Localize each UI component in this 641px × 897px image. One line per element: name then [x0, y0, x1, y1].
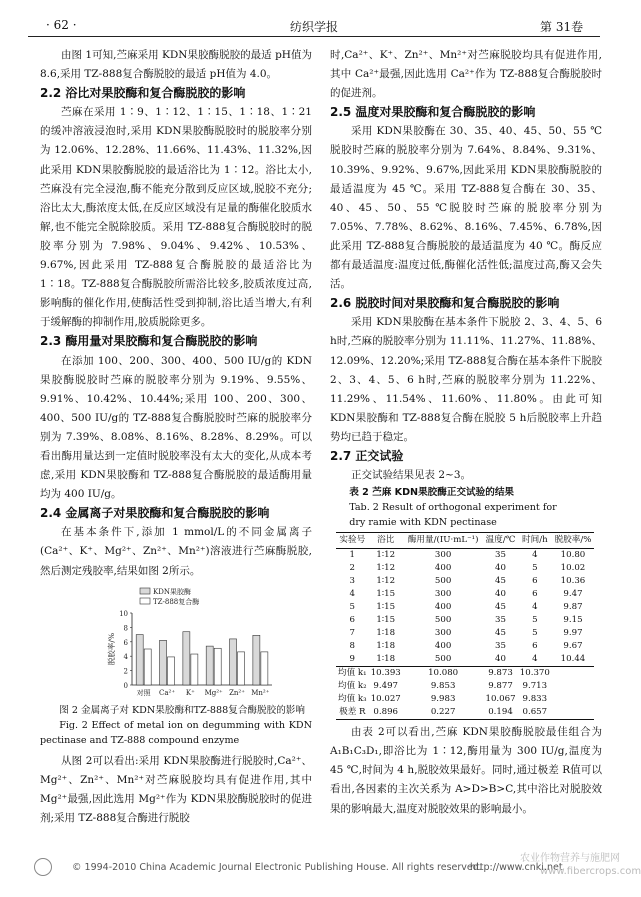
- table-cell: 300: [434, 550, 452, 561]
- table-cell: 9.497: [373, 681, 399, 692]
- table-cell: 400: [434, 602, 452, 613]
- x-tick-label: Ca²⁺: [158, 688, 176, 697]
- table-cell: 5: [532, 563, 538, 574]
- table-cell: 9: [349, 654, 356, 665]
- x-tick-label: Mg²⁺: [204, 688, 223, 697]
- table-cell: 35: [495, 641, 506, 652]
- table-cell: 1∶12: [376, 576, 396, 587]
- bar-tz888-3: [214, 648, 221, 685]
- table-2: [336, 532, 594, 720]
- legend-label: KDN果胶酶: [153, 587, 191, 596]
- table-2-caption-cn: 表 2 苎麻 KDN果胶酶正交试验的结果: [349, 487, 515, 499]
- y-tick-label: 8: [123, 624, 128, 633]
- table-cell: 1∶12: [376, 550, 396, 561]
- table-cell: 500: [434, 654, 452, 665]
- y-axis-label: 脱胶率/%: [107, 632, 116, 665]
- table-cell: 6: [349, 615, 356, 626]
- table-cell: 4: [349, 589, 356, 600]
- table-cell: 6: [532, 641, 538, 652]
- table-header-cell: 酶用量/(IU·mL⁻¹): [403, 533, 484, 549]
- table-cell: 2: [349, 563, 356, 574]
- bar-kdn-3: [206, 646, 213, 685]
- table-cell: 6: [532, 576, 538, 587]
- y-tick-label: 10: [119, 609, 128, 618]
- table-cell: 9.47: [563, 589, 583, 600]
- table-cell: 0.194: [483, 706, 517, 720]
- table-cell: [552, 667, 594, 681]
- bar-kdn-1: [160, 640, 167, 685]
- table-cell: 极差 R: [336, 706, 369, 720]
- table-cell: 1∶15: [376, 602, 396, 613]
- table-cell: 4: [532, 550, 538, 561]
- legend-swatch: [140, 588, 150, 594]
- table-row: [336, 627, 594, 640]
- table-cell: 1∶15: [376, 615, 396, 626]
- bar-tz888-1: [168, 657, 175, 685]
- table-header-cell: 脱胶率/%: [552, 533, 594, 549]
- table-cell: 300: [434, 589, 452, 600]
- watermark: [520, 852, 641, 878]
- publisher-seal: [34, 858, 52, 876]
- table-cell: 0.227: [403, 706, 484, 720]
- table-cell: 9.873: [483, 667, 517, 681]
- section-2-4-heading: 2.4 金属离子对果胶酶和复合酶脱胶的影响: [40, 506, 270, 521]
- table-cell: 均值 k₂: [338, 681, 367, 692]
- table-cell: 9.713: [522, 681, 548, 692]
- section-2-3-heading: 2.3 酶用量对果胶酶和复合酶脱胶的影响: [40, 334, 258, 349]
- header-rule: [28, 36, 600, 37]
- table-cell: 均值 k₁: [338, 668, 367, 679]
- table-row: [336, 549, 594, 563]
- table-stat-row: [336, 706, 594, 720]
- watermark-line-1: 农业作物营养与施肥网: [520, 853, 620, 864]
- table-header-row: [336, 533, 594, 549]
- table-cell: 3: [349, 576, 356, 587]
- table-cell: 10.067: [485, 694, 516, 705]
- table-cell: 500: [434, 576, 452, 587]
- table-stat-row: [336, 680, 594, 693]
- table-cell: 10.393: [369, 667, 403, 681]
- copyright-notice: © 1994-2010 China Academic Journal Electronic Publishing House. All rights reserved.: [72, 862, 482, 873]
- table-cell: 1∶12: [376, 563, 396, 574]
- table-cell: 35: [495, 550, 506, 561]
- table-cell: 0.657: [518, 706, 552, 720]
- paragraph-degumming-time: 采用 KDN果胶酶在基本条件下脱胶 2、3、4、5、6 h时,苎麻的脱胶率分别为 11.11%、11.27%、11.88%、12.09%、12.20%;采用 TZ-888复合酶在基本条件下脱胶 2、3、4、5、6 h时,苎麻的脱胶率分别为 11.22%、11.29%、11.54%、11.60%、11.80%。由此可知 KDN果胶酶和 TZ-888复合酶在脱胶 5 h后脱胶率上升趋势均已趋于稳定。: [330, 316, 602, 443]
- table-cell: 9.983: [430, 694, 456, 705]
- table-cell: 10.027: [370, 694, 401, 705]
- table-cell: 5: [349, 602, 356, 613]
- table-cell: 10.080: [403, 667, 484, 681]
- bar-kdn-0: [136, 634, 143, 684]
- table-2-caption-en-2: dry ramie with KDN pectinase: [349, 517, 497, 529]
- table-cell: 6: [532, 589, 538, 600]
- table-cell: 45: [495, 576, 506, 587]
- table-cell: 4: [532, 654, 538, 665]
- paragraph-orthogonal: 正交试验结果见表 2~3。: [351, 469, 471, 482]
- table-cell: 400: [434, 563, 452, 574]
- table-cell: 0.896: [369, 706, 403, 720]
- table-cell: 40: [495, 589, 506, 600]
- table-cell: 8: [349, 641, 356, 652]
- table-cell: 1∶18: [376, 654, 396, 665]
- table-cell: 10.80: [560, 550, 586, 561]
- table-cell: 40: [495, 563, 506, 574]
- table-cell: 9.15: [563, 615, 583, 626]
- table-row: [336, 601, 594, 614]
- table-stat-row: [336, 667, 594, 681]
- table-cell: 9.87: [563, 602, 583, 613]
- table-cell: 5: [532, 628, 538, 639]
- table-cell: 9.853: [430, 681, 456, 692]
- table-cell: 400: [434, 641, 452, 652]
- table-cell: 7: [349, 628, 356, 639]
- figure-2-bar-chart: [40, 585, 312, 703]
- table-row: [336, 588, 594, 601]
- table-cell: 1∶15: [376, 589, 396, 600]
- section-2-6-heading: 2.6 脱胶时间对果胶酶和复合酶脱胶的影响: [330, 296, 560, 311]
- paragraph-temperature: 采用 KDN果胶酶在 30、35、40、45、50、55 ℃脱胶时苎麻的脱胶率分别为 7.64%、8.84%、9.31%、10.39%、9.92%、9.67%,因此采用 KDN果胶酶脱胶的最适温度为 45 ℃。采用 TZ-888复合酶在 30、35、40、45、50、55 ℃脱胶时苎麻的脱胶率分别为 7.05%、7.78%、8.62%、8.16%、7.45%、6.78%,因此采用 TZ-888复合酶脱胶的最适温度为 40 ℃。酶反应都有最适温度:温度过低,酶催化活性低;温度过高,酶又会失活。: [330, 125, 602, 291]
- table-row: [336, 575, 594, 588]
- table-row: [336, 614, 594, 627]
- table-cell: 均值 k₃: [338, 694, 367, 705]
- table-cell: 300: [434, 628, 452, 639]
- table-row: [336, 640, 594, 653]
- paragraph-ph-conclusion: 由图 1可知,苎麻采用 KDN果胶酶脱胶的最适 pH值为 8.6,采用 TZ-888复合酶脱胶的最适 pH值为 4.0。: [40, 49, 312, 81]
- running-header: [0, 18, 629, 34]
- left-column: [40, 46, 312, 828]
- table-cell: 4: [532, 602, 538, 613]
- y-tick-label: 0: [123, 681, 128, 690]
- bar-tz888-2: [191, 654, 198, 685]
- bar-tz888-4: [238, 652, 245, 685]
- table-cell: 40: [495, 654, 506, 665]
- table-cell: 10.44: [560, 654, 586, 665]
- paragraph-continued: 时,Ca²⁺、K⁺、Zn²⁺、Mn²⁺对苎麻脱胶均具有促进作用,其中 Ca²⁺最强,因此选用 Ca²⁺作为 TZ-888复合酶脱胶时的促进剂。: [330, 49, 602, 100]
- paragraph-enzyme-dosage: 在添加 100、200、300、400、500 IU/g的 KDN果胶酶脱胶时苎麻的脱胶率分别为 9.19%、9.55%、9.91%、10.42%、10.44%;采用 100、200、300、400、500 IU/g的 TZ-888复合酶脱胶时苎麻的脱胶率分别为 7.39%、8.08%、8.16%、8.28%、8.29%。可以看出酶用量达到一定值时脱胶率没有太大的变化,从成本考虑,采用 KDN果胶酶和 TZ-888复合酶脱胶的最适酶用量均为 400 IU/g。: [40, 354, 312, 501]
- paragraph-figure-2-discussion: 从图 2可以看出:采用 KDN果胶酶进行脱胶时,Ca²⁺、Mg²⁺、Zn²⁺、Mn²⁺对苎麻脱胶均具有促进作用,其中 Mg²⁺最强,因此选用 Mg²⁺作为 KDN果胶酶脱胶时的促进剂;采用 TZ-888复合酶进行脱胶: [40, 754, 312, 824]
- table-cell: 1∶18: [376, 641, 396, 652]
- section-2-2-heading: 2.2 浴比对果胶酶和复合酶脱胶的影响: [40, 86, 246, 101]
- y-tick-label: 4: [123, 652, 128, 661]
- section-2-5-heading: 2.5 温度对果胶酶和复合酶脱胶的影响: [330, 105, 536, 120]
- paragraph-table-2-discussion: 由表 2可以看出,苎麻 KDN果胶酶脱胶最佳组合为 A₁B₁C₃D₁,即浴比为 1∶12,酶用量为 300 IU/g,温度为 45 ℃,时间为 4 h,脱胶效果最好。同时,通过极差 R值可以看出,各因素的主次关系为 A>D>B>C,其中浴比对脱胶效果的影响最大,温度对脱胶效果的影响最小。: [330, 726, 602, 815]
- table-cell: [552, 706, 594, 720]
- table-header-cell: 时间/h: [518, 533, 552, 549]
- table-row: [336, 653, 594, 667]
- bar-kdn-2: [183, 631, 190, 684]
- bar-tz888-0: [144, 649, 151, 685]
- journal-name: 纺织学报: [290, 20, 339, 34]
- right-column: [330, 46, 602, 819]
- watermark-line-2: www.fibercrops.com: [540, 866, 641, 877]
- table-cell: 9.97: [563, 628, 583, 639]
- figure-2-caption-cn: 图 2 金属离子对 KDN果胶酶和TZ-888复合酶脱胶的影响: [59, 704, 305, 716]
- table-cell: 1∶18: [376, 628, 396, 639]
- footer-url: http://www.cnki.net: [470, 862, 563, 873]
- table-stat-row: [336, 693, 594, 706]
- section-2-7-heading: 2.7 正交试验: [330, 448, 404, 463]
- legend-label: TZ-888复合酶: [153, 597, 200, 606]
- bar-tz888-5: [261, 652, 268, 685]
- table-header-cell: 温度/℃: [483, 533, 517, 549]
- x-tick-label: K⁺: [185, 688, 195, 697]
- table-header-cell: 实验号: [336, 533, 369, 549]
- bar-kdn-4: [230, 639, 237, 685]
- table-cell: 5: [532, 615, 538, 626]
- table-2-caption-en-1: Tab. 2 Result of orthogonal experiment for: [349, 502, 557, 514]
- x-tick-label: Zn²⁺: [229, 688, 245, 697]
- table-cell: 500: [434, 615, 452, 626]
- x-tick-label: Mn²⁺: [251, 688, 270, 697]
- table-cell: 45: [495, 628, 506, 639]
- table-cell: 45: [495, 602, 506, 613]
- table-cell: [552, 680, 594, 693]
- x-tick-label: 对照: [136, 688, 151, 697]
- table-cell: 9.67: [563, 641, 583, 652]
- table-row: [336, 562, 594, 575]
- y-tick-label: 2: [123, 667, 128, 676]
- table-cell: 10.36: [560, 576, 586, 587]
- figure-2-caption-en: Fig. 2 Effect of metal ion on degumming with KDN pectinase and TZ-888 compound enzyme: [40, 719, 312, 746]
- page-number: · 62 ·: [46, 18, 77, 32]
- table-cell: 9.833: [522, 694, 548, 705]
- paragraph-liquor-ratio: 苎麻在采用 1∶9、1∶12、1∶15、1∶18、1∶21的缓冲溶液浸泡时,采用 KDN果胶酶脱胶时的脱胶率分别为 12.06%、12.28%、11.66%、11.43%、11.32%,因此采用 KDN果胶酶脱胶的最适浴比为 1∶12。浴比太小,苎麻没有完全浸泡,酶不能充分散到反应区域,脱胶不充分;浴比太大,酶浓度太低,在反应区域没有足量的酶催化胶质水解,也不能完全脱除胶质。采用 TZ-888复合酶脱胶时的脱胶率分别为 7.98%、9.04%、9.42%、10.53%、9.67%,因此采用 TZ-888复合酶脱胶的最适浴比为 1∶18。TZ-888复合酶脱胶所需浴比较多,胶质浓度过高,影响酶的催化作用,使酶活性受到抑制,浴比适当增大,有利于缓解酶的抑制作用,胶质脱除更多。: [40, 106, 312, 329]
- volume-label: 第 31卷: [540, 20, 584, 34]
- paragraph-metal-ions: 在基本条件下,添加 1 mmol/L的不同金属离子(Ca²⁺、K⁺、Mg²⁺、Zn²⁺、Mn²⁺)溶液进行苎麻酶脱胶,然后测定残胶率,结果如图 2所示。: [40, 526, 312, 577]
- y-tick-label: 6: [123, 638, 128, 647]
- table-cell: 35: [495, 615, 506, 626]
- table-cell: 10.02: [560, 563, 586, 574]
- table-cell: 1: [349, 550, 356, 561]
- table-cell: 9.877: [488, 681, 513, 692]
- table-cell: [552, 693, 594, 706]
- bar-kdn-5: [253, 635, 260, 685]
- table-cell: 10.370: [518, 667, 552, 681]
- table-header-cell: 浴比: [369, 533, 403, 549]
- legend-swatch: [140, 598, 150, 604]
